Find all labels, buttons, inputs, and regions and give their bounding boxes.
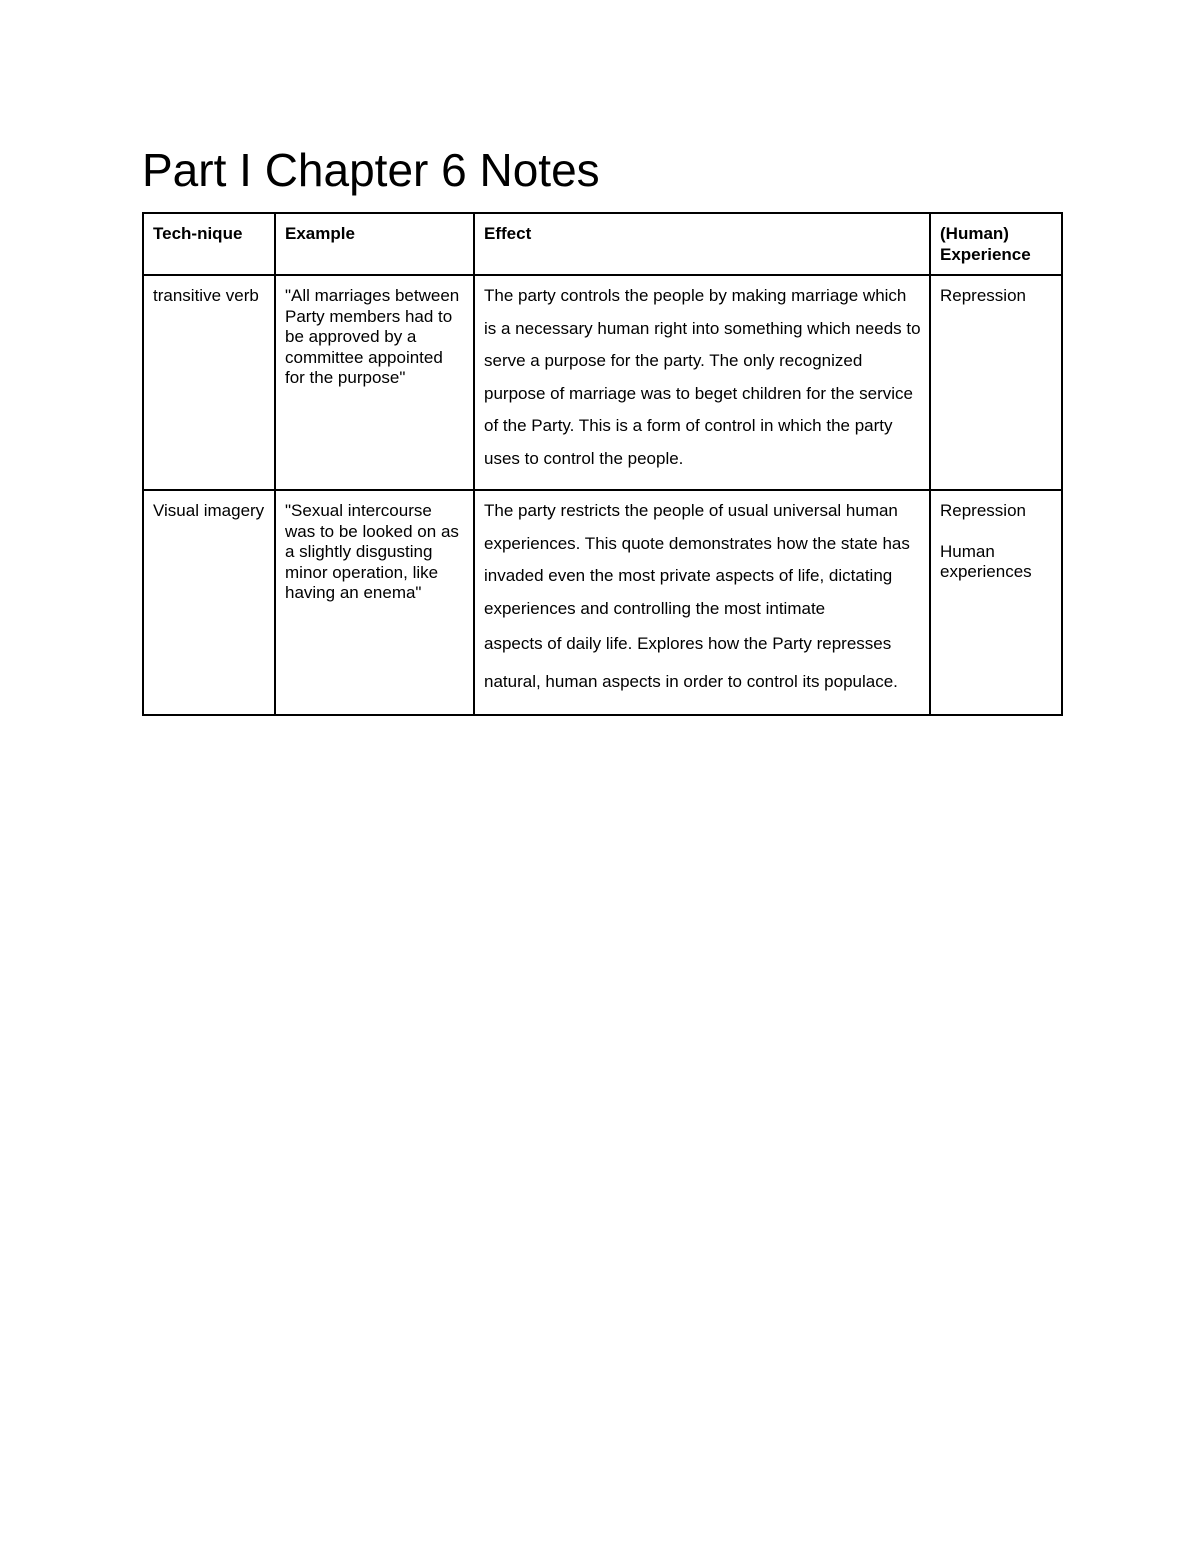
cell-technique: Visual imagery <box>143 490 275 715</box>
cell-effect <box>474 490 930 715</box>
cell-experience <box>930 490 1062 715</box>
effect-text: The party controls the people by making marriage which is a necessary human right into something which needs to serve a purpose for the party. The only recognized purpose of marriage was to beget children for the service of the Party. This is a form of control in which the party uses to control the people. <box>484 286 921 468</box>
header-example: Example <box>275 213 474 275</box>
header-experience: (Human) Experience <box>930 213 1062 275</box>
effect-text-part-2: aspects of daily life. Explores how the Party represses natural, human aspects in order to control its populace. <box>484 634 898 691</box>
effect-text <box>484 495 921 700</box>
cell-example: "All marriages between Party members had to be approved by a committee appointed for the purpose" <box>275 275 474 490</box>
effect-text-part-1: The party restricts the people of usual universal human experiences. This quote demonstrates how the state has invaded even the most private aspects of life, dictating experiences and controlling the most intimate <box>484 501 910 618</box>
cell-example: "Sexual intercourse was to be looked on as a slightly disgusting minor operation, like having an enema" <box>275 490 474 715</box>
experience-item: Repression <box>940 286 1026 305</box>
page-title: Part I Chapter 6 Notes <box>142 144 600 196</box>
cell-effect <box>474 275 930 490</box>
cell-technique: transitive verb <box>143 275 275 490</box>
header-technique: Tech-nique <box>143 213 275 275</box>
table-row <box>143 490 1062 715</box>
table-row <box>143 275 1062 490</box>
table-header-row <box>143 213 1062 275</box>
experience-item: Repression <box>940 501 1026 520</box>
cell-experience <box>930 275 1062 490</box>
notes-table <box>142 212 1063 716</box>
experience-item: Human experiences <box>940 541 1032 581</box>
header-effect: Effect <box>474 213 930 275</box>
